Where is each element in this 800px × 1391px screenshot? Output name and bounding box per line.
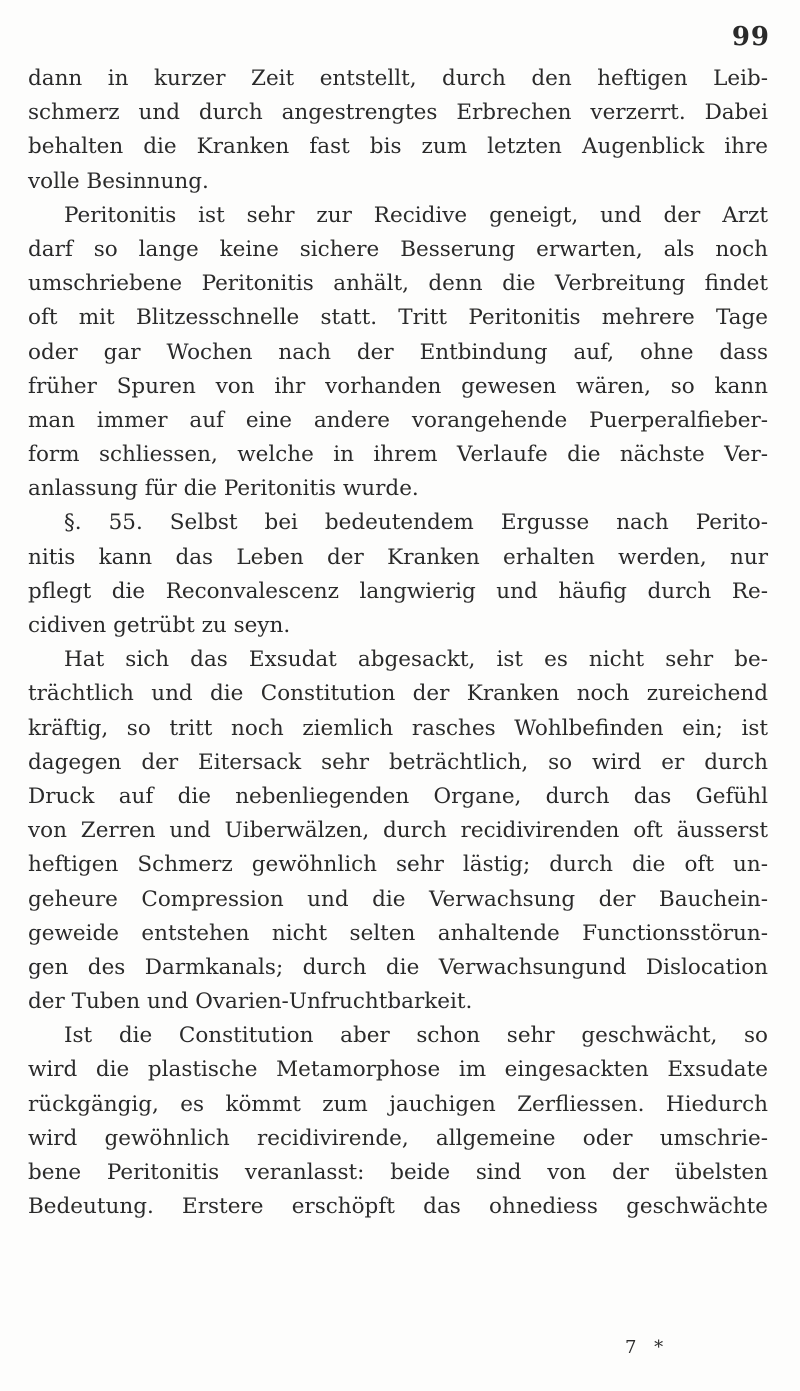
text-line: bene Peritonitis veranlasst: beide sind von der übelsten (28, 1160, 768, 1185)
text-line: form schliessen, welche in ihrem Verlaufe die nächste Ver- (28, 442, 768, 468)
text-line: dann in kurzer Zeit entstellt, durch den heftigen Leib- (28, 66, 768, 91)
text-line: cidiven getrübt zu seyn. (28, 613, 291, 638)
text-line: von Zerren und Uiberwälzen, durch recidivirenden oft äusserst (28, 818, 768, 844)
text-line: schmerz und durch angestrengtes Erbrechen verzerrt. Dabei (28, 100, 768, 126)
text-line: Bedeutung. Erstere erschöpft das ohnediess geschwächte (28, 1194, 768, 1220)
text-line: anlassung für die Peritonitis wurde. (28, 476, 419, 502)
text-body (28, 62, 768, 1224)
text-line: kräftig, so tritt noch ziemlich rasches Wohlbefinden ein; ist (28, 715, 768, 741)
text-line: oder gar Wochen nach der Entbindung auf, ohne dass (28, 339, 768, 365)
printer-signature: 7 * (625, 1337, 670, 1358)
text-line: pflegt die Reconvalescenz langwierig und häufig durch Re- (28, 578, 768, 604)
text-line: nitis kann das Leben der Kranken erhalten werden, nur (28, 544, 768, 570)
text-line: §. 55. Selbst bei bedeutendem Ergusse nach Perito- (64, 510, 768, 536)
text-line: volle Besinnung. (28, 168, 209, 194)
text-line: wird gewöhnlich recidivirende, allgemeine oder umschrie- (28, 1125, 768, 1151)
text-line: Peritonitis ist sehr zur Recidive geneigt, und der Arzt (64, 202, 768, 228)
text-line: Hat sich das Exsudat abgesackt, ist es nicht sehr be- (64, 647, 768, 673)
text-line: heftigen Schmerz gewöhnlich sehr lästig; durch die oft un- (28, 852, 768, 878)
text-line: der Tuben und Ovarien-Unfruchtbarkeit. (28, 989, 473, 1015)
text-line: umschriebene Peritonitis anhält, denn die Verbreitung findet (28, 271, 768, 297)
text-line: geweide entstehen nicht selten anhaltende Functionsstörun- (28, 920, 768, 946)
text-line: Ist die Constitution aber schon sehr geschwächt, so (64, 1023, 768, 1049)
page-number: 99 (731, 22, 770, 52)
text-line: Druck auf die nebenliegenden Organe, durch das Gefühl (28, 783, 768, 809)
text-line: rückgängig, es kömmt zum jauchigen Zerfliessen. Hiedurch (28, 1091, 768, 1117)
text-line: trächtlich und die Constitution der Kranken noch zureichend (28, 681, 768, 707)
text-line: man immer auf eine andere vorangehende Puerperalfieber- (28, 407, 768, 433)
text-line: darf so lange keine sichere Besserung erwarten, als noch (28, 236, 768, 262)
text-line: gen des Darmkanals; durch die Verwachsungund Dislocation (28, 954, 768, 980)
text-line: wird die plastische Metamorphose im eingesackten Exsudate (28, 1057, 768, 1083)
text-line: behalten die Kranken fast bis zum letzten Augenblick ihre (28, 134, 768, 160)
text-line: oft mit Blitzesschnelle statt. Tritt Peritonitis mehrere Tage (28, 305, 768, 331)
text-line: früher Spuren von ihr vorhanden gewesen wären, so kann (28, 373, 768, 399)
text-line: dagegen der Eitersack sehr beträchtlich, so wird er durch (28, 749, 768, 775)
text-line: geheure Compression und die Verwachsung der Bauchein- (28, 886, 768, 912)
